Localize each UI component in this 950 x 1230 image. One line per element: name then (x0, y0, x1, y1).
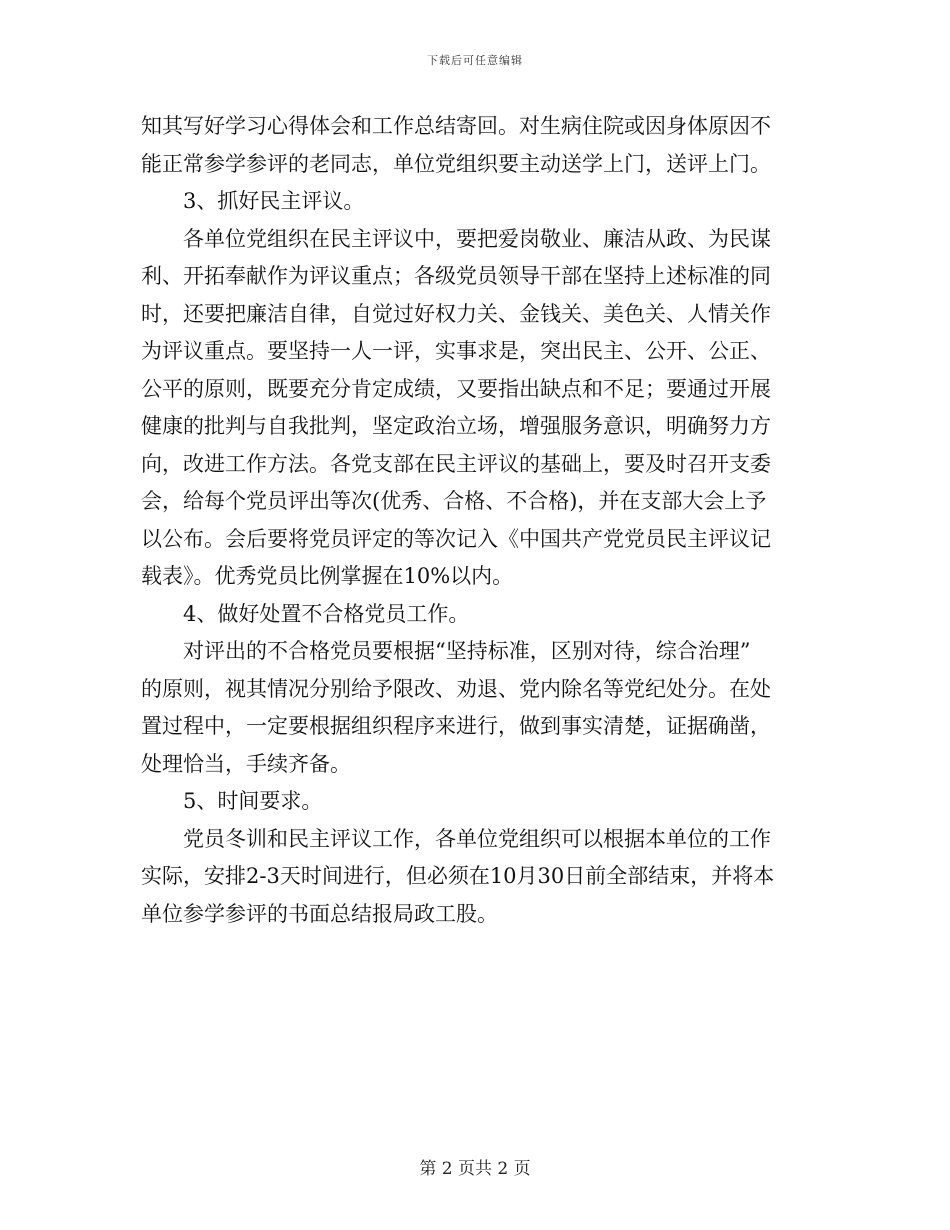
text-line: 利、开拓奉献作为评议重点；各级党员领导干部在坚持上述标准的同 (141, 264, 771, 288)
text-line: 单位参学参评的书面总结报局政工股。 (141, 901, 498, 926)
text-line: 处理恰当，手续齐备。 (141, 751, 351, 776)
text-line: 对评出的不合格党员要根据“坚持标准，区别对待，综合治理” (183, 639, 751, 663)
text-line: 以公布。会后要将党员评定的等次记入《中国共产党党员民主评议记 (141, 526, 771, 551)
section-heading-3 (141, 183, 813, 221)
page-header: 下载后可任意编辑 (427, 54, 523, 67)
text-line: 实际，安排2-3天时间进行，但必须在10月30日前全部结束，并将本 (141, 864, 775, 888)
paragraph-time-requirements (141, 821, 813, 934)
section-heading-5 (141, 783, 813, 821)
text-line: 健康的批判与自我批判，坚定政治立场，增强服务意识，明确努力方 (141, 414, 771, 438)
text-line: 能正常参学参评的老同志，单位党组织要主动送学上门，送评上门。 (141, 151, 771, 176)
section-heading-4 (141, 596, 813, 634)
text-line: 为评议重点。要坚持一人一评，实事求是，突出民主、公开、公正、 (141, 339, 771, 363)
text-line: 各单位党组织在民主评议中，要把爱岗敬业、廉洁从政、为民谋 (183, 226, 771, 251)
text-line: 置过程中，一定要根据组织程序来进行，做到事实清楚，证据确凿， (141, 714, 771, 738)
text-line: 党员冬训和民主评议工作，各单位党组织可以根据本单位的工作 (183, 826, 771, 851)
text-line: 公平的原则，既要充分肯定成绩，又要指出缺点和不足；要通过开展 (141, 376, 771, 401)
paragraph-unqualified-members (141, 633, 813, 783)
text-line: 3、抓好民主评议。 (183, 189, 365, 213)
text-line: 载表》。优秀党员比例掌握在10%以内。 (141, 564, 514, 588)
paragraph-democratic-review (141, 221, 813, 596)
text-line: 时，还要把廉洁自律，自觉过好权力关、金钱关、美色关、人情关作 (141, 301, 771, 326)
text-line: 的原则，视其情况分别给予限改、劝退、党内除名等党纪处分。在处 (141, 676, 771, 701)
text-line: 5、时间要求。 (183, 789, 323, 813)
text-line: 会，给每个党员评出等次(优秀、合格、不合格)，并在支部大会上予 (141, 489, 767, 513)
paragraph-continuation (141, 108, 813, 183)
text-line: 向，改进工作方法。各党支部在民主评议的基础上，要及时召开支委 (141, 451, 771, 476)
document-body (141, 108, 813, 933)
text-line: 知其写好学习心得体会和工作总结寄回。对生病住院或因身体原因不 (141, 114, 771, 138)
page-footer: 第 2 页共 2 页 (419, 1159, 531, 1179)
text-line: 4、做好处置不合格党员工作。 (183, 601, 470, 626)
